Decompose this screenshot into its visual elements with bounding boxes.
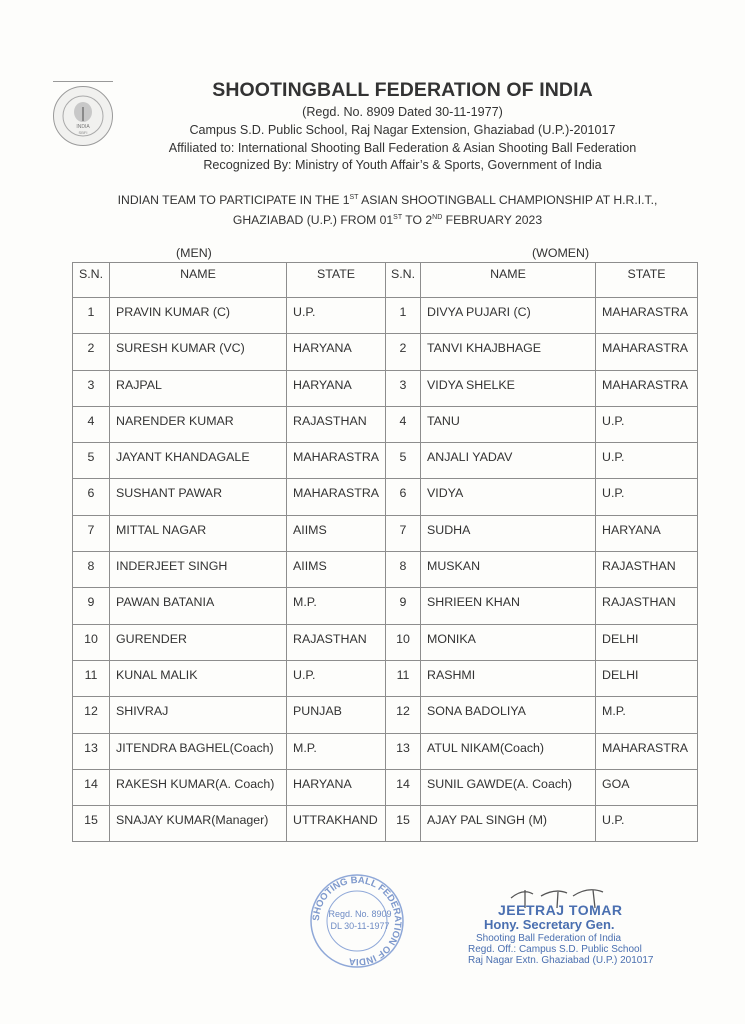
women-state-cell: U.P. — [596, 406, 698, 442]
women-sn-header: S.N. — [386, 263, 421, 298]
heading-line-2: GHAZIABAD (U.P.) FROM 01ST TO 2ND FEBRUARY 2023 — [232, 213, 543, 228]
women-state-cell: U.P. — [596, 479, 698, 515]
svg-text:Regd. No. 8909: Regd. No. 8909 — [328, 909, 392, 919]
women-state-cell: MAHARASTRA — [596, 334, 698, 370]
men-sn-cell: 4 — [73, 406, 110, 442]
men-name-cell: SNAJAY KUMAR(Manager) — [110, 806, 287, 842]
women-sn-cell: 15 — [386, 806, 421, 842]
table-header-row — [73, 263, 698, 298]
women-name-cell: RASHMI — [421, 660, 596, 696]
women-sn-cell: 3 — [386, 370, 421, 406]
men-sn-cell: 14 — [73, 769, 110, 805]
men-sn-cell: 1 — [73, 298, 110, 334]
svg-text:INDIA: INDIA — [76, 124, 90, 130]
svg-text:SHOOTING BALL FEDERATION OF IN: SHOOTING BALL FEDERATION OF INDIA — [310, 874, 404, 968]
men-state-cell: RAJASTHAN — [287, 406, 386, 442]
table-row — [73, 515, 698, 551]
men-sn-cell: 10 — [73, 624, 110, 660]
women-sn-cell: 2 — [386, 334, 421, 370]
table-row — [73, 406, 698, 442]
men-sn-cell: 11 — [73, 660, 110, 696]
women-group-label: (WOMEN) — [532, 246, 590, 260]
table-row — [73, 624, 698, 660]
women-sn-cell: 12 — [386, 697, 421, 733]
men-state-cell: MAHARASTRA — [287, 443, 386, 479]
men-state-cell: PUNJAB — [287, 697, 386, 733]
men-state-cell: U.P. — [287, 298, 386, 334]
men-state-cell: M.P. — [287, 733, 386, 769]
women-state-cell: M.P. — [596, 697, 698, 733]
registration-line: (Regd. No. 8909 Dated 30-11-1977) — [302, 105, 503, 119]
signatory-name: JEETRAJ TOMAR — [498, 902, 623, 918]
men-state-cell: RAJASTHAN — [287, 624, 386, 660]
women-sn-cell: 5 — [386, 443, 421, 479]
signatory-role: Hony. Secretary Gen. — [484, 917, 615, 932]
affiliation-line: Affiliated to: International Shooting Ball Federation & Asian Shooting Ball Federation — [168, 141, 637, 155]
women-state-cell: HARYANA — [596, 515, 698, 551]
men-name-header: NAME — [110, 263, 287, 298]
men-state-cell: M.P. — [287, 588, 386, 624]
women-state-cell: DELHI — [596, 660, 698, 696]
address-line: Campus S.D. Public School, Raj Nagar Extension, Ghaziabad (U.P.)-201017 — [189, 123, 616, 137]
women-state-cell: MAHARASTRA — [596, 370, 698, 406]
men-name-cell: SHIVRAJ — [110, 697, 287, 733]
svg-text:SBFI: SBFI — [78, 130, 88, 135]
men-state-header: STATE — [287, 263, 386, 298]
men-sn-cell: 13 — [73, 733, 110, 769]
women-state-cell: DELHI — [596, 624, 698, 660]
men-name-cell: PAWAN BATANIA — [110, 588, 287, 624]
federation-stamp — [308, 872, 406, 970]
men-state-cell: U.P. — [287, 660, 386, 696]
men-name-cell: SURESH KUMAR (VC) — [110, 334, 287, 370]
women-name-cell: VIDYA SHELKE — [421, 370, 596, 406]
men-name-cell: RAJPAL — [110, 370, 287, 406]
men-sn-cell: 2 — [73, 334, 110, 370]
women-name-cell: MUSKAN — [421, 552, 596, 588]
men-state-cell: AIIMS — [287, 552, 386, 588]
men-sn-cell: 7 — [73, 515, 110, 551]
men-group-label: (MEN) — [176, 246, 212, 260]
men-name-cell: SUSHANT PAWAR — [110, 479, 287, 515]
women-sn-cell: 14 — [386, 769, 421, 805]
table-row — [73, 370, 698, 406]
table-row — [73, 588, 698, 624]
men-sn-cell: 12 — [73, 697, 110, 733]
women-state-header: STATE — [596, 263, 698, 298]
table-row — [73, 298, 698, 334]
women-sn-cell: 6 — [386, 479, 421, 515]
men-state-cell: HARYANA — [287, 370, 386, 406]
women-sn-cell: 9 — [386, 588, 421, 624]
table-row — [73, 769, 698, 805]
women-sn-cell: 11 — [386, 660, 421, 696]
women-name-cell: TANVI KHAJBHAGE — [421, 334, 596, 370]
men-state-cell: HARYANA — [287, 334, 386, 370]
women-sn-cell: 7 — [386, 515, 421, 551]
women-name-cell: SUDHA — [421, 515, 596, 551]
women-name-cell: VIDYA — [421, 479, 596, 515]
men-state-cell: MAHARASTRA — [287, 479, 386, 515]
women-name-cell: ANJALI YADAV — [421, 443, 596, 479]
table-row — [73, 552, 698, 588]
women-sn-cell: 13 — [386, 733, 421, 769]
table-row — [73, 733, 698, 769]
men-name-cell: MITTAL NAGAR — [110, 515, 287, 551]
men-sn-cell: 3 — [73, 370, 110, 406]
women-name-cell: SUNIL GAWDE(A. Coach) — [421, 769, 596, 805]
men-name-cell: PRAVIN KUMAR (C) — [110, 298, 287, 334]
women-name-cell: SONA BADOLIYA — [421, 697, 596, 733]
women-state-cell: RAJASTHAN — [596, 588, 698, 624]
table-row — [73, 334, 698, 370]
men-sn-header: S.N. — [73, 263, 110, 298]
men-name-cell: INDERJEET SINGH — [110, 552, 287, 588]
women-state-cell: RAJASTHAN — [596, 552, 698, 588]
men-sn-cell: 5 — [73, 443, 110, 479]
signatory-office: Regd. Off.: Campus S.D. Public School — [468, 944, 642, 955]
men-sn-cell: 6 — [73, 479, 110, 515]
women-state-cell: MAHARASTRA — [596, 733, 698, 769]
men-name-cell: RAKESH KUMAR(A. Coach) — [110, 769, 287, 805]
signatory-address: Raj Nagar Extn. Ghaziabad (U.P.) 201017 — [468, 955, 654, 966]
signatory-org: Shooting Ball Federation of India — [476, 933, 622, 944]
men-sn-cell: 15 — [73, 806, 110, 842]
recognition-line: Recognized By: Ministry of Youth Affair’s & Sports, Government of India — [203, 158, 602, 172]
men-name-cell: JITENDRA BAGHEL(Coach) — [110, 733, 287, 769]
women-name-cell: SHRIEEN KHAN — [421, 588, 596, 624]
men-sn-cell: 9 — [73, 588, 110, 624]
men-name-cell: GURENDER — [110, 624, 287, 660]
men-state-cell: UTTRAKHAND — [287, 806, 386, 842]
men-name-cell: KUNAL MALIK — [110, 660, 287, 696]
women-name-cell: TANU — [421, 406, 596, 442]
heading-line-1: INDIAN TEAM TO PARTICIPATE IN THE 1ST ASIAN SHOOTINGBALL CHAMPIONSHIP AT H.R.I.T., — [117, 193, 658, 208]
men-name-cell: JAYANT KHANDAGALE — [110, 443, 287, 479]
team-table — [72, 262, 698, 842]
women-state-cell: GOA — [596, 769, 698, 805]
table-row — [73, 697, 698, 733]
women-name-header: NAME — [421, 263, 596, 298]
women-state-cell: U.P. — [596, 443, 698, 479]
table-row — [73, 479, 698, 515]
table-row — [73, 660, 698, 696]
women-name-cell: MONIKA — [421, 624, 596, 660]
women-sn-cell: 1 — [386, 298, 421, 334]
federation-title: SHOOTINGBALL FEDERATION OF INDIA — [212, 79, 593, 101]
svg-text:DL 30-11-1977: DL 30-11-1977 — [330, 921, 390, 931]
women-sn-cell: 10 — [386, 624, 421, 660]
men-state-cell: AIIMS — [287, 515, 386, 551]
women-name-cell: DIVYA PUJARI (C) — [421, 298, 596, 334]
women-name-cell: AJAY PAL SINGH (M) — [421, 806, 596, 842]
women-sn-cell: 4 — [386, 406, 421, 442]
men-name-cell: NARENDER KUMAR — [110, 406, 287, 442]
table-row — [73, 443, 698, 479]
women-state-cell: U.P. — [596, 806, 698, 842]
signature-block — [468, 880, 668, 980]
men-state-cell: HARYANA — [287, 769, 386, 805]
women-sn-cell: 8 — [386, 552, 421, 588]
document-heading — [0, 189, 745, 229]
table-row — [73, 806, 698, 842]
women-state-cell: MAHARASTRA — [596, 298, 698, 334]
women-name-cell: ATUL NIKAM(Coach) — [421, 733, 596, 769]
men-sn-cell: 8 — [73, 552, 110, 588]
